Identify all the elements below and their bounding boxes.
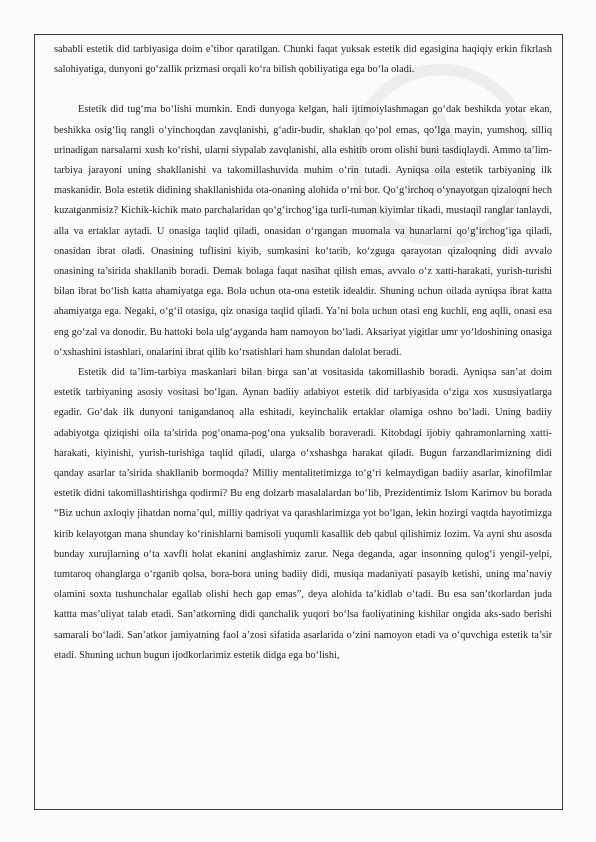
document-body [54, 40, 552, 666]
paragraph-innate-taste: Estetik did tug‘ma bo‘lishi mumkin. Endi dunyoga kelgan, hali ijtimoiylashmagan go‘dak beshikda yotar ekan, beshikka osig‘liq rangli o‘yinchoqdan zavqlanishi, g‘adir-budir, shaklan qo‘pol emas, qo‘lga mayin, yumshoq, silliq urinadigan narsalarni xush ko‘rishi, ularni siypalab zavqlanishi, alla eshitib orom olishi buni tasdiqlaydi. Ammo ta’lim-tarbiya jarayoni uning shakllanishi va takomillashuvida muhim o‘rin tutadi. Ayniqsa oila estetik tarbiyaning ilk maskanidir. Bola estetik didining shakllanishida ota-onaning alohida o‘rni bor. Qo‘g‘irchoq o‘ynayotgan qizaloqni hech kuzatganmisiz? Kichik-kichik mato parchalaridan qo‘g‘irchog‘iga turli-tuman kiyimlar tikadi, mustaqil ranglar tanlaydi, alla va ertaklar aytadi. U onasiga taqlid qiladi, onasidan o‘rgangan muomala va hunarlarni qo‘g‘irchog‘iga qiladi, onasidan ibrat oladi. Onasining tuflisini kiyib, sumkasini ko‘tarib, ko‘zguga qarayotan qizaloqning didi avvalo onasining ta’sirida shakllanib boradi. Demak bolaga faqat nasihat qilish emas, avvalo o‘z xatti-harakati, yurish-turishi bilan ibrat bo‘lish katta ahamiyatga ega. Bola uchun ota-ona estetik idealdir. Shuning uchun oilada ayniqsa ibrat katta ahamiyatga ega. Negaki, o‘g‘il otasiga, qiz onasiga taqlid qiladi. Ya’ni bola uchun otasi eng kuchli, eng aqlli, onasi esa eng go‘zal va donodir. Bu hattoki bola ulg‘ayganda ham namoyon bo‘ladi. Aksariyat yigitlar umr yo‘ldoshining onasiga o‘xshashini istashlari, onalarini ibrat qilib ko‘rsatishlari ham shundan dalolat beradi. [54, 104, 552, 358]
paragraph-art-education: Estetik did ta’lim-tarbiya maskanlari bilan birga san’at vositasida takomillashib boradi. Ayniqsa san’at doim estetik tarbiyaning asosiy vositasi bo‘lgan. Aynan badiiy adabiyot estetik did tarbiyasida o‘ziga xos xususiyatlarga egadir. Go‘dak ilk dunyoni tanigandanoq alla eshitadi, keyinchalik ertaklar olamiga oshno bo‘ladi. Uning badiiy adabiyotga qiziqishi oila ta’sirida pog‘onama-pog‘ona yuksalib boraveradi. Kitobdagi ijobiy qahramonlarning xatti-harakati, kiyinishi, yurish-turishiga taqlid qiladi, ularga o‘xshashga harakat qiladi. Bugun farzandlarimizning didi qanday asarlar ta’sirida shakllanib bormoqda? Milliy mentalitetimizga to‘g‘ri kelmaydigan badiiy asarlar, kinofilmlar estetik didni takomillashtirishga qodirmi? Bu eng dolzarb masalalardan bo‘lib, Prezidentimiz Islom Karimov bu borada “Biz uchun axloqiy jihatdan noma’qul, milliy qadriyat va qarashlarimizga yot bo‘lgan, lekin hozirgi vaqtda hayotimizga kirib kelayotgan mana shunday ko‘rinishlarni bamisoli yuqumli kasallik deb qabul qilishimiz lozim. Va ayni shu asosda bunday xurujlarning o‘ta xavfli holat ekanini anglashimiz zarur. Nega deganda, agar insonning qulog‘i yengil-yelpi, tumtaroq ohanglarga o‘rganib qolsa, bora-bora uning badiiy didi, musiqa madaniyati pasayib ketishi, uning ma’naviy olamini soxta tushunchalar egallab olishi hech gap emas”, deya alohida ta’kidlab o‘tadi. Bu esa san’tkorlardan juda kattta mas’uliyat talab etadi. San’atkorning didi qanchalik yuqori bo‘lsa faoliyatining kishilar ongida aks-sado berishi samarali bo‘ladi. San’atkor jamiyatning faol a’zosi sifatida asarlarida o‘zini namoyon etadi va o‘quvchiga estetik ta’sir etadi. Shuning uchun bugun ijodkorlarimiz estetik didga ega bo‘lishi, [54, 367, 552, 661]
paragraph-continuation: sababli estetik did tarbiyasiga doim e’tibor qaratilgan. Chunki faqat yuksak estetik did egasigina haqiqiy erkin fikrlash salohiyatiga, dunyoni go‘zallik prizmasi orqali ko‘ra bilish qobiliyatiga ega bo‘la oladi. [54, 44, 552, 76]
